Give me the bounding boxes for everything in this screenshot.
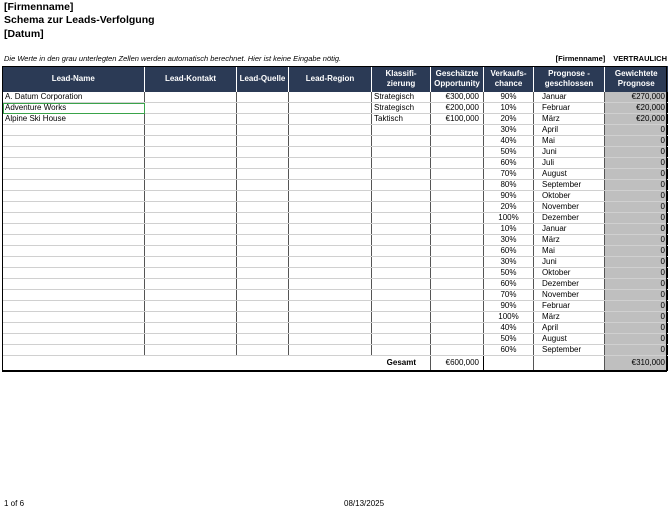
cell-opportunity[interactable] [431,125,484,136]
cell-chance[interactable]: 60% [484,279,534,290]
cell-lead-name[interactable] [3,235,145,246]
cell-lead-region[interactable] [289,290,372,301]
table-row [3,268,668,279]
confidential-label [548,54,667,63]
cell-lead-contact[interactable] [145,114,237,125]
cell-classification[interactable] [372,224,431,235]
cell-lead-source[interactable] [237,202,289,213]
cell-chance[interactable]: 60% [484,345,534,356]
cell-forecast-month[interactable]: Mai [534,136,605,147]
cell-lead-contact[interactable] [145,169,237,180]
cell-chance[interactable]: 90% [484,301,534,312]
cell-weighted-forecast: 0 [605,191,668,202]
table-row [3,235,668,246]
cell-lead-source[interactable] [237,191,289,202]
cell-lead-region[interactable] [289,257,372,268]
cell-opportunity[interactable]: €200,000 [431,103,484,114]
cell-lead-contact[interactable] [145,202,237,213]
cell-lead-contact[interactable] [145,158,237,169]
cell-weighted-forecast: 0 [605,180,668,191]
total-spacer [3,356,372,371]
cell-opportunity[interactable] [431,323,484,334]
cell-opportunity[interactable] [431,301,484,312]
cell-lead-contact[interactable] [145,323,237,334]
cell-weighted-forecast: 0 [605,169,668,180]
cell-weighted-forecast: 0 [605,224,668,235]
cell-lead-region[interactable] [289,312,372,323]
cell-lead-contact[interactable] [145,147,237,158]
cell-lead-name[interactable] [3,158,145,169]
column-header-sales-chance: Verkaufs- chance [484,66,534,92]
table-row [3,224,668,235]
cell-lead-source[interactable] [237,257,289,268]
cell-classification[interactable] [372,257,431,268]
cell-forecast-month[interactable]: Oktober [534,268,605,279]
cell-classification[interactable] [372,158,431,169]
cell-forecast-month[interactable]: März [534,114,605,125]
cell-chance[interactable]: 10% [484,103,534,114]
cell-opportunity[interactable] [431,290,484,301]
cell-weighted-forecast: 0 [605,301,668,312]
cell-weighted-forecast: 0 [605,125,668,136]
cell-lead-region[interactable] [289,158,372,169]
cell-lead-contact[interactable] [145,268,237,279]
cell-chance[interactable]: 30% [484,125,534,136]
cell-lead-name[interactable] [3,136,145,147]
total-row [3,356,668,371]
cell-chance[interactable]: 40% [484,136,534,147]
cell-forecast-month[interactable]: Februar [534,103,605,114]
table-row [3,345,668,356]
table-row [3,158,668,169]
cell-classification[interactable]: Strategisch [372,103,431,114]
cell-classification[interactable] [372,180,431,191]
cell-lead-contact[interactable] [145,257,237,268]
column-header-classification: Klassifi- zierung [372,66,431,92]
cell-weighted-forecast: 0 [605,290,668,301]
cell-lead-region[interactable] [289,323,372,334]
cell-lead-name[interactable] [3,268,145,279]
cell-lead-source[interactable] [237,136,289,147]
cell-forecast-month[interactable]: September [534,180,605,191]
cell-lead-name[interactable] [3,169,145,180]
cell-lead-source[interactable] [237,345,289,356]
column-header-lead-region: Lead-Region [289,66,372,92]
cell-forecast-month[interactable]: Mai [534,246,605,257]
cell-opportunity[interactable] [431,345,484,356]
cell-forecast-month[interactable]: Oktober [534,191,605,202]
cell-classification[interactable] [372,312,431,323]
cell-lead-contact[interactable] [145,224,237,235]
cell-opportunity[interactable] [431,257,484,268]
cell-lead-contact[interactable] [145,180,237,191]
cell-lead-source[interactable] [237,92,289,103]
cell-lead-region[interactable] [289,213,372,224]
cell-chance[interactable]: 60% [484,246,534,257]
cell-forecast-month[interactable]: August [534,334,605,345]
cell-lead-source[interactable] [237,180,289,191]
cell-classification[interactable] [372,147,431,158]
cell-weighted-forecast: 0 [605,257,668,268]
cell-opportunity[interactable] [431,246,484,257]
cell-classification[interactable] [372,334,431,345]
cell-lead-contact[interactable] [145,246,237,257]
cell-opportunity[interactable] [431,147,484,158]
cell-lead-source[interactable] [237,213,289,224]
cell-lead-region[interactable] [289,345,372,356]
cell-classification[interactable] [372,279,431,290]
cell-chance[interactable]: 100% [484,312,534,323]
cell-lead-source[interactable] [237,103,289,114]
cell-classification[interactable] [372,169,431,180]
cell-classification[interactable] [372,345,431,356]
cell-lead-source[interactable] [237,323,289,334]
column-header-estimated-opportunity: Geschätzte Opportunity [431,66,484,92]
cell-weighted-forecast: 0 [605,235,668,246]
cell-lead-name[interactable] [3,213,145,224]
cell-chance[interactable]: 50% [484,268,534,279]
cell-lead-source[interactable] [237,125,289,136]
cell-lead-name[interactable]: A. Datum Corporation [3,92,145,103]
cell-forecast-month[interactable]: November [534,290,605,301]
cell-lead-source[interactable] [237,169,289,180]
cell-classification[interactable] [372,290,431,301]
total-opportunity: €600,000 [431,356,484,371]
table-row [3,213,668,224]
leads-table [2,66,668,371]
cell-lead-contact[interactable] [145,191,237,202]
cell-opportunity[interactable] [431,213,484,224]
date-field: [Datum] [4,28,44,40]
cell-lead-region[interactable] [289,246,372,257]
confidential-text: VERTRAULICH [613,54,667,63]
cell-lead-contact[interactable] [145,92,237,103]
table-row [3,125,668,136]
table-row [3,312,668,323]
cell-lead-name[interactable] [3,334,145,345]
cell-lead-source[interactable] [237,290,289,301]
total-weighted: €310,000 [605,356,668,371]
column-header-weighted-forecast: Gewichtete Prognose [605,66,668,92]
cell-chance[interactable]: 30% [484,235,534,246]
cell-lead-name[interactable] [3,312,145,323]
cell-lead-name[interactable] [3,125,145,136]
cell-lead-region[interactable] [289,235,372,246]
cell-lead-contact[interactable] [145,334,237,345]
cell-forecast-month[interactable]: April [534,125,605,136]
cell-lead-name[interactable] [3,202,145,213]
cell-lead-name[interactable] [3,224,145,235]
cell-lead-region[interactable] [289,202,372,213]
cell-lead-region[interactable] [289,224,372,235]
cell-lead-contact[interactable] [145,213,237,224]
cell-weighted-forecast: 0 [605,345,668,356]
cell-opportunity[interactable] [431,334,484,345]
confidential-company: [Firmenname] [555,54,606,63]
cell-classification[interactable] [372,191,431,202]
cell-chance[interactable]: 80% [484,180,534,191]
cell-chance[interactable]: 20% [484,202,534,213]
cell-lead-name[interactable] [3,191,145,202]
cell-lead-source[interactable] [237,114,289,125]
cell-classification[interactable] [372,136,431,147]
cell-chance[interactable]: 40% [484,323,534,334]
cell-opportunity[interactable] [431,312,484,323]
cell-weighted-forecast: 0 [605,136,668,147]
cell-forecast-month[interactable]: Dezember [534,213,605,224]
table-row [3,202,668,213]
cell-lead-region[interactable] [289,125,372,136]
cell-forecast-month[interactable]: November [534,202,605,213]
cell-chance[interactable]: 20% [484,114,534,125]
cell-lead-source[interactable] [237,246,289,257]
cell-opportunity[interactable]: €300,000 [431,92,484,103]
table-row [3,147,668,158]
cell-classification[interactable] [372,268,431,279]
total-spacer-3 [534,356,605,371]
cell-lead-region[interactable] [289,334,372,345]
cell-chance[interactable]: 70% [484,290,534,301]
table-row [3,92,668,103]
cell-chance[interactable]: 90% [484,92,534,103]
cell-weighted-forecast: €20,000 [605,103,668,114]
cell-weighted-forecast: €270,000 [605,92,668,103]
cell-opportunity[interactable] [431,202,484,213]
table-row [3,323,668,334]
cell-lead-source[interactable] [237,334,289,345]
cell-classification[interactable] [372,235,431,246]
cell-opportunity[interactable] [431,191,484,202]
cell-weighted-forecast: 0 [605,147,668,158]
cell-lead-region[interactable] [289,279,372,290]
cell-weighted-forecast: 0 [605,213,668,224]
cell-lead-source[interactable] [237,224,289,235]
cell-lead-name[interactable] [3,246,145,257]
cell-classification[interactable] [372,213,431,224]
cell-chance[interactable]: 50% [484,334,534,345]
cell-lead-contact[interactable] [145,136,237,147]
cell-lead-region[interactable] [289,136,372,147]
cell-chance[interactable]: 30% [484,257,534,268]
cell-opportunity[interactable] [431,235,484,246]
cell-chance[interactable]: 50% [484,147,534,158]
cell-chance[interactable]: 90% [484,191,534,202]
cell-opportunity[interactable] [431,180,484,191]
table-row [3,103,668,114]
table-row [3,301,668,312]
table-row [3,290,668,301]
cell-lead-name[interactable] [3,323,145,334]
cell-classification[interactable] [372,202,431,213]
cell-forecast-month[interactable]: Juni [534,147,605,158]
cell-opportunity[interactable] [431,169,484,180]
cell-lead-region[interactable] [289,103,372,114]
footer-date: 08/13/2025 [344,499,385,508]
cell-opportunity[interactable] [431,224,484,235]
cell-lead-region[interactable] [289,180,372,191]
column-header-lead-source: Lead-Quelle [237,66,289,92]
cell-lead-contact[interactable] [145,279,237,290]
cell-classification[interactable]: Strategisch [372,92,431,103]
cell-opportunity[interactable] [431,279,484,290]
cell-chance[interactable]: 100% [484,213,534,224]
cell-opportunity[interactable] [431,136,484,147]
cell-weighted-forecast: €20,000 [605,114,668,125]
cell-lead-name[interactable] [3,345,145,356]
cell-lead-name[interactable] [3,301,145,312]
cell-lead-contact[interactable] [145,301,237,312]
instruction-note: Die Werte in den grau unterlegten Zellen werden automatisch berechnet. Hier ist keine Eingabe nötig. [4,54,342,63]
cell-forecast-month[interactable]: Januar [534,92,605,103]
cell-lead-region[interactable] [289,301,372,312]
cell-forecast-month[interactable]: Juni [534,257,605,268]
cell-weighted-forecast: 0 [605,279,668,290]
cell-lead-name[interactable] [3,290,145,301]
cell-weighted-forecast: 0 [605,312,668,323]
table-row [3,191,668,202]
cell-forecast-month[interactable]: März [534,235,605,246]
cell-forecast-month[interactable]: Januar [534,224,605,235]
cell-lead-region[interactable] [289,114,372,125]
cell-forecast-month[interactable]: Dezember [534,279,605,290]
cell-lead-name[interactable]: Adventure Works [3,103,145,114]
cell-lead-region[interactable] [289,268,372,279]
table-header-row [3,66,668,92]
total-spacer-2 [484,356,534,371]
table-row [3,279,668,290]
cell-lead-name[interactable] [3,279,145,290]
cell-forecast-month[interactable]: September [534,345,605,356]
table-row [3,246,668,257]
cell-lead-contact[interactable] [145,345,237,356]
column-header-lead-name: Lead-Name [3,66,145,92]
cell-weighted-forecast: 0 [605,202,668,213]
cell-lead-name[interactable] [3,147,145,158]
table-row [3,169,668,180]
cell-lead-region[interactable] [289,147,372,158]
cell-opportunity[interactable] [431,158,484,169]
cell-chance[interactable]: 60% [484,158,534,169]
cell-forecast-month[interactable]: März [534,312,605,323]
cell-forecast-month[interactable]: Juli [534,158,605,169]
cell-opportunity[interactable] [431,268,484,279]
cell-lead-source[interactable] [237,235,289,246]
cell-weighted-forecast: 0 [605,334,668,345]
cell-lead-region[interactable] [289,191,372,202]
cell-classification[interactable] [372,246,431,257]
table-row [3,180,668,191]
cell-classification[interactable] [372,301,431,312]
cell-lead-region[interactable] [289,92,372,103]
cell-lead-contact[interactable] [145,235,237,246]
cell-lead-contact[interactable] [145,125,237,136]
cell-weighted-forecast: 0 [605,158,668,169]
cell-weighted-forecast: 0 [605,268,668,279]
cell-lead-source[interactable] [237,268,289,279]
cell-forecast-month[interactable]: April [534,323,605,334]
cell-lead-source[interactable] [237,301,289,312]
cell-lead-source[interactable] [237,158,289,169]
table-row [3,114,668,125]
cell-lead-source[interactable] [237,147,289,158]
cell-forecast-month[interactable]: August [534,169,605,180]
cell-chance[interactable]: 70% [484,169,534,180]
cell-lead-contact[interactable] [145,312,237,323]
cell-forecast-month[interactable]: Februar [534,301,605,312]
page-title: Schema zur Leads-Verfolgung [4,14,155,26]
cell-lead-region[interactable] [289,169,372,180]
cell-weighted-forecast: 0 [605,246,668,257]
cell-opportunity[interactable]: €100,000 [431,114,484,125]
cell-classification[interactable]: Taktisch [372,114,431,125]
column-header-lead-contact: Lead-Kontakt [145,66,237,92]
cell-lead-name[interactable]: Alpine Ski House [3,114,145,125]
table-row [3,136,668,147]
cell-classification[interactable] [372,125,431,136]
column-header-forecast-closed: Prognose - geschlossen [534,66,605,92]
company-name: [Firmenname] [4,1,74,13]
cell-classification[interactable] [372,323,431,334]
page-number: 1 of 6 [4,499,25,508]
cell-lead-contact[interactable] [145,290,237,301]
cell-lead-name[interactable] [3,257,145,268]
table-row [3,334,668,345]
cell-lead-source[interactable] [237,279,289,290]
total-label: Gesamt [372,356,431,371]
cell-lead-contact[interactable] [145,103,237,114]
cell-weighted-forecast: 0 [605,323,668,334]
table-row [3,257,668,268]
cell-chance[interactable]: 10% [484,224,534,235]
cell-lead-source[interactable] [237,312,289,323]
cell-lead-name[interactable] [3,180,145,191]
